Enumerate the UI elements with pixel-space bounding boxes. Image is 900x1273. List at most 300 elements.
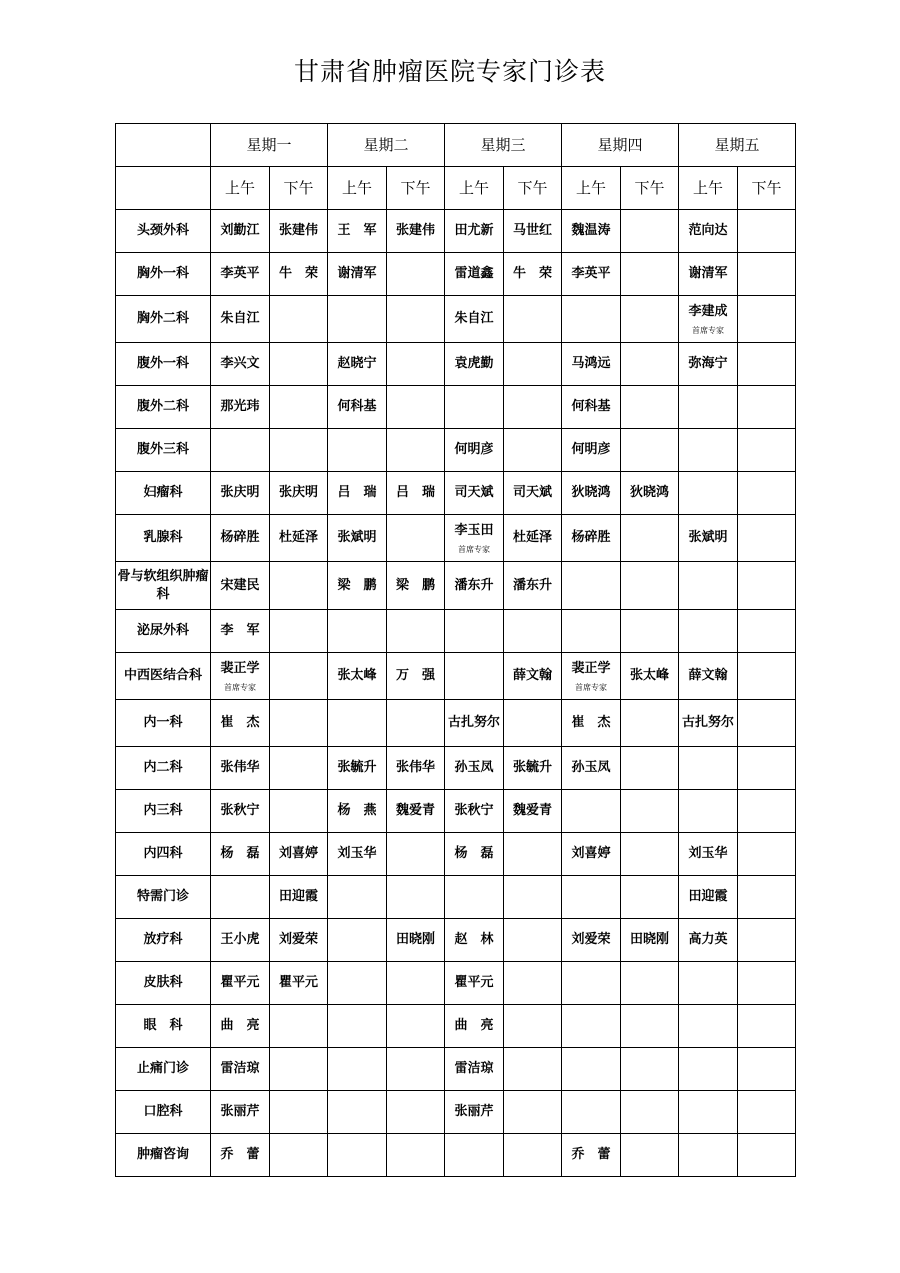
doctor-name: 古扎努尔	[447, 715, 500, 730]
table-row	[116, 919, 796, 962]
session-header: 下午	[387, 167, 445, 210]
doctor-cell	[387, 253, 445, 296]
doctor-cell	[504, 790, 562, 833]
doctor-name: 杨 磊	[454, 846, 494, 861]
doctor-name: 李建成	[688, 303, 728, 319]
doctor-cell	[270, 747, 328, 790]
doctor-name: 张丽芹	[454, 1104, 494, 1119]
table-row	[116, 1005, 796, 1048]
day-header: 星期三	[445, 124, 562, 167]
table-row	[116, 610, 796, 653]
doctor-cell	[679, 1048, 738, 1091]
doctor-name: 曲 亮	[220, 1018, 260, 1033]
doctor-name: 魏爱青	[512, 803, 552, 818]
doctor-cell	[270, 790, 328, 833]
doctor-name: 刘喜婷	[571, 846, 611, 861]
doctor-cell	[445, 747, 504, 790]
doctor-cell	[621, 962, 679, 1005]
doctor-cell	[562, 1005, 621, 1048]
doctor-name: 吕 瑞	[395, 485, 435, 500]
doctor-cell	[504, 747, 562, 790]
doctor-cell	[387, 747, 445, 790]
doctor-cell	[328, 562, 387, 610]
doctor-cell	[270, 253, 328, 296]
doctor-cell	[270, 562, 328, 610]
doctor-cell	[211, 296, 270, 343]
doctor-cell	[328, 653, 387, 700]
doctor-cell	[679, 429, 738, 472]
doctor-cell	[679, 876, 738, 919]
doctor-cell	[211, 790, 270, 833]
doctor-name: 田晓刚	[629, 932, 669, 947]
doctor-name: 王小虎	[220, 932, 260, 947]
doctor-name: 张伟华	[220, 760, 260, 775]
session-header: 下午	[504, 167, 562, 210]
doctor-cell	[211, 472, 270, 515]
doctor-name: 魏爱青	[395, 803, 435, 818]
doctor-cell	[738, 472, 796, 515]
doctor-cell	[211, 610, 270, 653]
doctor-cell	[211, 962, 270, 1005]
doctor-name: 袁虎勤	[454, 356, 494, 371]
doctor-cell	[387, 472, 445, 515]
department-cell: 内一科	[116, 700, 211, 747]
doctor-cell	[738, 253, 796, 296]
table-row	[116, 515, 796, 562]
table-row	[116, 790, 796, 833]
doctor-cell	[270, 210, 328, 253]
doctor-cell	[328, 790, 387, 833]
doctor-name: 王 军	[337, 223, 377, 238]
doctor-cell	[270, 429, 328, 472]
doctor-cell	[328, 1005, 387, 1048]
doctor-cell	[621, 472, 679, 515]
doctor-cell	[445, 386, 504, 429]
doctor-cell	[270, 962, 328, 1005]
table-row	[116, 210, 796, 253]
page-title: 甘肃省肿瘤医院专家门诊表	[293, 57, 606, 86]
doctor-name: 张毓升	[337, 760, 377, 775]
doctor-cell	[270, 919, 328, 962]
doctor-cell	[270, 1048, 328, 1091]
doctor-cell	[621, 253, 679, 296]
corner-cell	[116, 167, 211, 210]
doctor-cell	[328, 610, 387, 653]
doctor-cell	[562, 429, 621, 472]
session-header: 下午	[621, 167, 679, 210]
doctor-cell	[270, 700, 328, 747]
doctor-cell	[621, 700, 679, 747]
doctor-cell	[504, 833, 562, 876]
doctor-cell	[562, 919, 621, 962]
table-row	[116, 343, 796, 386]
doctor-cell	[270, 610, 328, 653]
doctor-cell	[562, 515, 621, 562]
doctor-cell	[328, 296, 387, 343]
department-cell: 皮肤科	[116, 962, 211, 1005]
doctor-cell	[738, 1134, 796, 1177]
chief-expert-note: 首席专家	[575, 682, 607, 692]
doctor-cell	[445, 876, 504, 919]
doctor-cell	[504, 562, 562, 610]
chief-expert-note: 首席专家	[692, 325, 724, 335]
doctor-name: 瞿平元	[278, 975, 318, 990]
doctor-cell	[387, 1048, 445, 1091]
department-cell: 腹外二科	[116, 386, 211, 429]
table-row	[116, 562, 796, 610]
doctor-name: 朱自江	[454, 311, 494, 326]
doctor-cell	[562, 562, 621, 610]
table-row	[116, 833, 796, 876]
doctor-name: 何科基	[337, 399, 377, 414]
doctor-cell	[387, 700, 445, 747]
doctor-name: 田尤新	[454, 223, 494, 238]
doctor-cell	[270, 1091, 328, 1134]
doctor-cell	[211, 253, 270, 296]
session-header: 上午	[679, 167, 738, 210]
doctor-name: 梁 鹏	[337, 577, 377, 593]
doctor-cell	[562, 472, 621, 515]
doctor-cell	[211, 343, 270, 386]
doctor-cell	[679, 210, 738, 253]
doctor-cell	[445, 515, 504, 562]
doctor-cell	[621, 296, 679, 343]
schedule-table	[115, 123, 796, 1177]
doctor-cell	[445, 919, 504, 962]
table-row	[116, 429, 796, 472]
doctor-name: 刘玉华	[688, 846, 728, 861]
doctor-name: 张秋宁	[220, 803, 260, 818]
doctor-cell	[738, 1005, 796, 1048]
corner-cell	[116, 124, 211, 167]
doctor-name: 张庆明	[220, 485, 260, 500]
doctor-cell	[328, 700, 387, 747]
doctor-name: 司天斌	[454, 485, 494, 500]
doctor-cell	[445, 833, 504, 876]
doctor-cell	[738, 1091, 796, 1134]
doctor-cell	[738, 429, 796, 472]
doctor-name: 杨 燕	[337, 803, 377, 818]
day-header: 星期二	[328, 124, 445, 167]
doctor-cell	[211, 429, 270, 472]
doctor-cell	[387, 1091, 445, 1134]
doctor-cell	[445, 562, 504, 610]
doctor-cell	[211, 1091, 270, 1134]
doctor-cell	[621, 343, 679, 386]
doctor-cell	[562, 833, 621, 876]
doctor-cell	[679, 472, 738, 515]
doctor-cell	[387, 610, 445, 653]
doctor-cell	[270, 515, 328, 562]
doctor-cell	[328, 833, 387, 876]
doctor-cell	[738, 700, 796, 747]
doctor-name: 杨碎胜	[571, 530, 611, 545]
doctor-cell	[387, 876, 445, 919]
department-cell: 内三科	[116, 790, 211, 833]
doctor-cell	[621, 833, 679, 876]
doctor-name: 裴正学	[571, 660, 611, 676]
chief-expert-note: 首席专家	[458, 544, 490, 554]
department-cell: 眼 科	[116, 1005, 211, 1048]
department-cell: 中西医结合科	[116, 653, 211, 700]
table-row	[116, 876, 796, 919]
doctor-cell	[738, 833, 796, 876]
doctor-name: 田晓刚	[395, 932, 435, 947]
doctor-cell	[621, 1005, 679, 1048]
doctor-name: 孙玉凤	[571, 760, 611, 775]
doctor-cell	[621, 562, 679, 610]
doctor-cell	[504, 1048, 562, 1091]
doctor-name: 裴正学	[220, 660, 260, 676]
table-row	[116, 653, 796, 700]
doctor-cell	[445, 1091, 504, 1134]
doctor-cell	[387, 962, 445, 1005]
doctor-name: 魏温涛	[571, 223, 611, 238]
doctor-cell	[504, 1134, 562, 1177]
doctor-cell	[504, 386, 562, 429]
doctor-name: 崔 杰	[220, 715, 260, 730]
doctor-name: 马鸿远	[571, 356, 611, 371]
doctor-cell	[387, 429, 445, 472]
doctor-name: 杨 磊	[220, 846, 260, 861]
doctor-name: 谢清军	[337, 266, 377, 281]
session-header: 上午	[328, 167, 387, 210]
doctor-cell	[562, 1048, 621, 1091]
doctor-cell	[445, 700, 504, 747]
doctor-cell	[504, 429, 562, 472]
doctor-cell	[445, 1048, 504, 1091]
doctor-cell	[387, 833, 445, 876]
doctor-cell	[211, 562, 270, 610]
doctor-name: 牛 荣	[512, 266, 552, 281]
doctor-cell	[738, 296, 796, 343]
doctor-cell	[387, 653, 445, 700]
doctor-cell	[211, 515, 270, 562]
doctor-cell	[738, 962, 796, 1005]
doctor-name: 狄晓鸿	[629, 485, 669, 500]
department-cell: 特需门诊	[116, 876, 211, 919]
doctor-cell	[679, 919, 738, 962]
doctor-cell	[621, 210, 679, 253]
doctor-name: 张斌明	[337, 530, 377, 545]
table-row	[116, 700, 796, 747]
doctor-cell	[211, 1134, 270, 1177]
doctor-cell	[738, 790, 796, 833]
doctor-cell	[621, 876, 679, 919]
department-cell: 泌尿外科	[116, 610, 211, 653]
doctor-cell	[679, 386, 738, 429]
doctor-name: 马世红	[512, 223, 552, 238]
doctor-cell	[445, 1005, 504, 1048]
doctor-cell	[387, 210, 445, 253]
doctor-cell	[328, 472, 387, 515]
doctor-name: 张斌明	[688, 530, 728, 545]
doctor-name: 刘爱荣	[278, 932, 318, 947]
doctor-cell	[328, 253, 387, 296]
doctor-cell	[387, 919, 445, 962]
doctor-cell	[679, 1134, 738, 1177]
doctor-cell	[211, 919, 270, 962]
doctor-name: 孙玉凤	[454, 760, 494, 775]
doctor-cell	[387, 296, 445, 343]
doctor-cell	[738, 876, 796, 919]
table-row	[116, 747, 796, 790]
doctor-name: 万 强	[395, 668, 435, 683]
doctor-cell	[504, 515, 562, 562]
doctor-name: 张太峰	[629, 668, 669, 683]
doctor-cell	[738, 610, 796, 653]
table-row	[116, 1091, 796, 1134]
session-header: 上午	[211, 167, 270, 210]
department-cell: 妇瘤科	[116, 472, 211, 515]
department-cell: 内四科	[116, 833, 211, 876]
doctor-cell	[738, 919, 796, 962]
doctor-name: 田迎霞	[688, 889, 728, 904]
doctor-cell	[211, 653, 270, 700]
doctor-cell	[738, 653, 796, 700]
doctor-cell	[562, 700, 621, 747]
doctor-cell	[328, 919, 387, 962]
doctor-cell	[504, 343, 562, 386]
doctor-cell	[738, 1048, 796, 1091]
doctor-name: 牛 荣	[278, 266, 318, 281]
doctor-name: 何明彦	[454, 442, 494, 457]
doctor-cell	[445, 790, 504, 833]
doctor-cell	[387, 515, 445, 562]
doctor-name: 张秋宁	[454, 803, 494, 818]
doctor-name: 赵晓宁	[337, 356, 377, 371]
doctor-cell	[562, 790, 621, 833]
doctor-cell	[445, 343, 504, 386]
doctor-cell	[445, 962, 504, 1005]
doctor-name: 潘东升	[454, 577, 494, 593]
doctor-cell	[328, 515, 387, 562]
doctor-cell	[679, 562, 738, 610]
department-cell: 肿瘤咨询	[116, 1134, 211, 1177]
doctor-cell	[504, 1005, 562, 1048]
doctor-cell	[679, 700, 738, 747]
doctor-cell	[445, 610, 504, 653]
session-header: 下午	[738, 167, 796, 210]
doctor-name: 张建伟	[395, 223, 435, 238]
doctor-name: 古扎努尔	[681, 715, 734, 730]
doctor-cell	[211, 833, 270, 876]
day-header: 星期一	[211, 124, 328, 167]
department-cell: 止痛门诊	[116, 1048, 211, 1091]
doctor-cell	[562, 962, 621, 1005]
doctor-cell	[562, 210, 621, 253]
doctor-cell	[211, 210, 270, 253]
doctor-cell	[445, 253, 504, 296]
doctor-name: 吕 瑞	[337, 485, 377, 500]
doctor-name: 张毓升	[512, 760, 552, 775]
doctor-cell	[387, 562, 445, 610]
doctor-cell	[387, 790, 445, 833]
doctor-cell	[270, 296, 328, 343]
doctor-name: 谢清军	[688, 266, 728, 281]
doctor-cell	[445, 653, 504, 700]
doctor-name: 薛文翰	[688, 668, 728, 683]
doctor-name: 田迎霞	[278, 889, 318, 904]
doctor-cell	[270, 343, 328, 386]
chief-expert-note: 首席专家	[224, 682, 256, 692]
doctor-name: 朱自江	[220, 311, 260, 326]
doctor-cell	[621, 1134, 679, 1177]
doctor-cell	[504, 253, 562, 296]
doctor-cell	[504, 296, 562, 343]
doctor-name: 瞿平元	[220, 975, 260, 990]
doctor-cell	[328, 876, 387, 919]
doctor-cell	[562, 253, 621, 296]
doctor-cell	[621, 747, 679, 790]
doctor-cell	[445, 429, 504, 472]
doctor-name: 何科基	[571, 399, 611, 414]
session-header: 上午	[562, 167, 621, 210]
doctor-cell	[445, 472, 504, 515]
department-cell: 胸外一科	[116, 253, 211, 296]
doctor-cell	[387, 386, 445, 429]
doctor-name: 范向达	[688, 223, 728, 238]
doctor-cell	[270, 653, 328, 700]
doctor-cell	[211, 1048, 270, 1091]
doctor-name: 杨碎胜	[220, 530, 260, 545]
doctor-cell	[270, 1005, 328, 1048]
doctor-name: 杜延泽	[278, 530, 318, 545]
schedule-body	[116, 124, 796, 1177]
doctor-cell	[738, 386, 796, 429]
doctor-cell	[445, 296, 504, 343]
doctor-cell	[679, 610, 738, 653]
doctor-name: 李玉田	[454, 522, 494, 538]
doctor-cell	[621, 790, 679, 833]
doctor-name: 张建伟	[278, 223, 318, 238]
doctor-cell	[621, 653, 679, 700]
doctor-name: 张庆明	[278, 485, 318, 500]
table-row	[116, 472, 796, 515]
doctor-cell	[328, 962, 387, 1005]
department-cell: 骨与软组织肿瘤科	[116, 562, 211, 610]
doctor-cell	[504, 876, 562, 919]
doctor-cell	[679, 962, 738, 1005]
doctor-name: 李英平	[571, 266, 611, 281]
doctor-name: 狄晓鸿	[571, 485, 611, 500]
doctor-cell	[387, 343, 445, 386]
doctor-name: 雷洁琼	[220, 1061, 260, 1076]
doctor-cell	[562, 386, 621, 429]
doctor-name: 李 军	[220, 623, 260, 638]
doctor-cell	[738, 210, 796, 253]
doctor-cell	[621, 386, 679, 429]
doctor-cell	[621, 610, 679, 653]
doctor-cell	[211, 700, 270, 747]
session-header: 上午	[445, 167, 504, 210]
doctor-name: 刘勤江	[220, 223, 260, 238]
doctor-cell	[504, 1091, 562, 1134]
doctor-cell	[328, 747, 387, 790]
doctor-cell	[504, 610, 562, 653]
doctor-cell	[328, 1091, 387, 1134]
doctor-name: 宋建民	[220, 577, 260, 593]
doctor-cell	[562, 653, 621, 700]
table-row	[116, 1048, 796, 1091]
doctor-name: 乔 蕾	[220, 1147, 260, 1162]
doctor-cell	[738, 562, 796, 610]
doctor-name: 那光玮	[220, 399, 260, 414]
department-cell: 腹外三科	[116, 429, 211, 472]
department-cell: 内二科	[116, 747, 211, 790]
doctor-cell	[679, 747, 738, 790]
doctor-name: 曲 亮	[454, 1018, 494, 1033]
